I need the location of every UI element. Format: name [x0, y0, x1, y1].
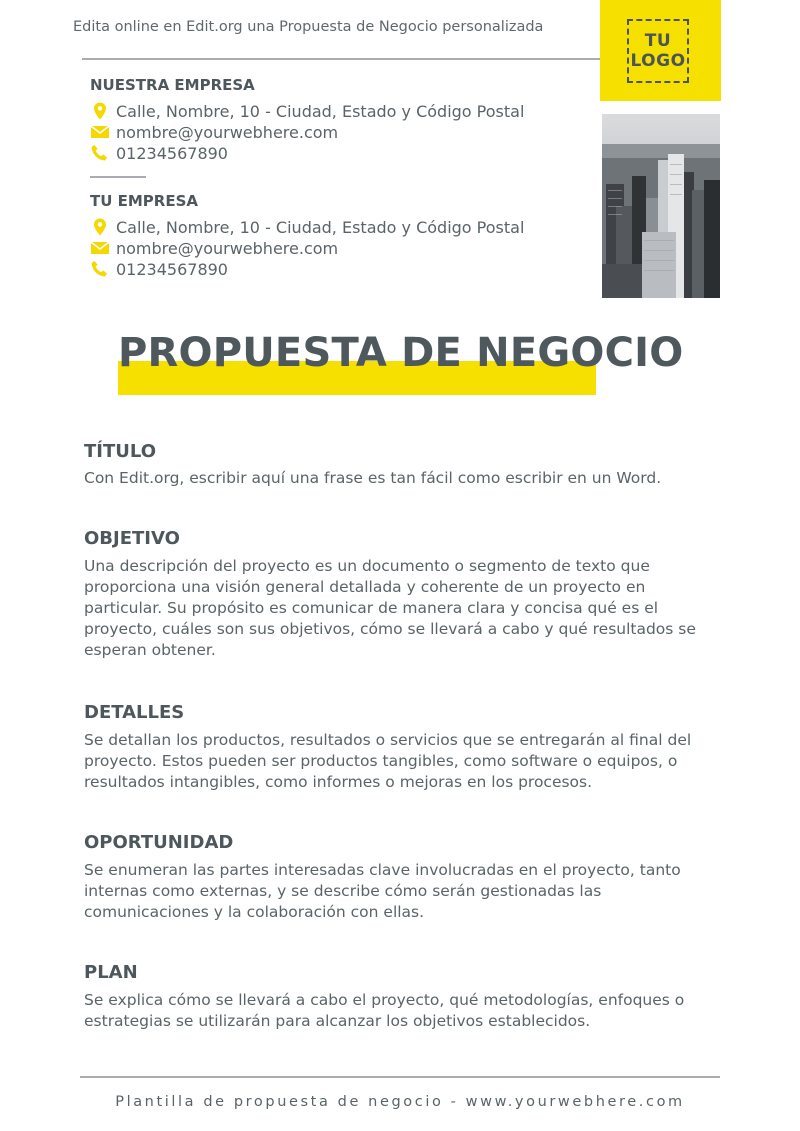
section-heading-detalles: DETALLES [84, 702, 185, 723]
logo-line-1: TU [644, 31, 672, 51]
your-company-email-row [90, 238, 338, 258]
company-divider [90, 176, 146, 178]
your-company-label: TU EMPRESA [90, 192, 199, 210]
envelope-icon [90, 238, 110, 258]
top-divider [82, 58, 602, 60]
top-note: Edita online en Edit.org una Propuesta de Negocio personalizada [73, 19, 544, 35]
phone-icon [90, 259, 110, 279]
skyline-illustration [602, 114, 720, 298]
your-company-address-row [90, 217, 524, 237]
your-company-phone: 01234567890 [116, 259, 228, 279]
footer-text: Plantilla de propuesta de negocio - www.yourwebhere.com [115, 1094, 685, 1110]
our-company-label: NUESTRA EMPRESA [90, 76, 255, 94]
location-pin-icon [90, 101, 110, 121]
our-company-address-row [90, 101, 524, 121]
page-title: PROPUESTA DE NEGOCIO [118, 330, 684, 376]
section-heading-objetivo: OBJETIVO [84, 528, 180, 549]
logo-frame [627, 19, 689, 83]
logo-line-2: LOGO [630, 51, 686, 71]
envelope-icon [90, 122, 110, 142]
city-skyline-photo [602, 114, 720, 298]
your-company-phone-row [90, 259, 228, 279]
our-company-phone: 01234567890 [116, 143, 228, 163]
logo-placeholder [600, 0, 721, 101]
your-company-email: nombre@yourwebhere.com [116, 238, 339, 258]
footer-divider [80, 1076, 720, 1078]
section-heading-titulo: TÍTULO [84, 441, 156, 462]
section-heading-plan: PLAN [84, 962, 138, 983]
section-text-oportunidad: Se enumeran las partes interesadas clave involucradas en el proyecto, tanto internas como externas, y se describe cómo serán gestionadas las comunicaciones y la colaboración con ellas. [84, 861, 681, 921]
our-company-phone-row [90, 143, 228, 163]
section-text-plan: Se explica cómo se llevará a cabo el proyecto, qué metodologías, enfoques o estrategias se utilizarán para alcanzar los objetivos establecidos. [84, 991, 685, 1030]
phone-icon [90, 143, 110, 163]
our-company-email: nombre@yourwebhere.com [116, 122, 339, 142]
our-company-email-row [90, 122, 338, 142]
section-text-objetivo: Una descripción del proyecto es un documento o segmento de texto que proporciona una visión general detallada y coherente de un proyecto en particular. Su propósito es comunicar de manera clara y concisa qué es el proyecto, cuáles son sus objetivos, cómo se llevará a cabo y qué resultados se esperan obtener. [84, 557, 696, 659]
your-company-address: Calle, Nombre, 10 - Ciudad, Estado y Código Postal [116, 217, 525, 237]
section-heading-oportunidad: OPORTUNIDAD [84, 832, 234, 853]
section-text-detalles: Se detallan los productos, resultados o servicios que se entregarán al final del proyecto. Estos pueden ser productos tangibles, como software o equipos, o resultados intangibles, como informes o mejoras en los procesos. [84, 731, 692, 791]
location-pin-icon [90, 217, 110, 237]
our-company-address: Calle, Nombre, 10 - Ciudad, Estado y Código Postal [116, 101, 525, 121]
section-text-titulo: Con Edit.org, escribir aquí una frase es tan fácil como escribir en un Word. [84, 469, 662, 487]
